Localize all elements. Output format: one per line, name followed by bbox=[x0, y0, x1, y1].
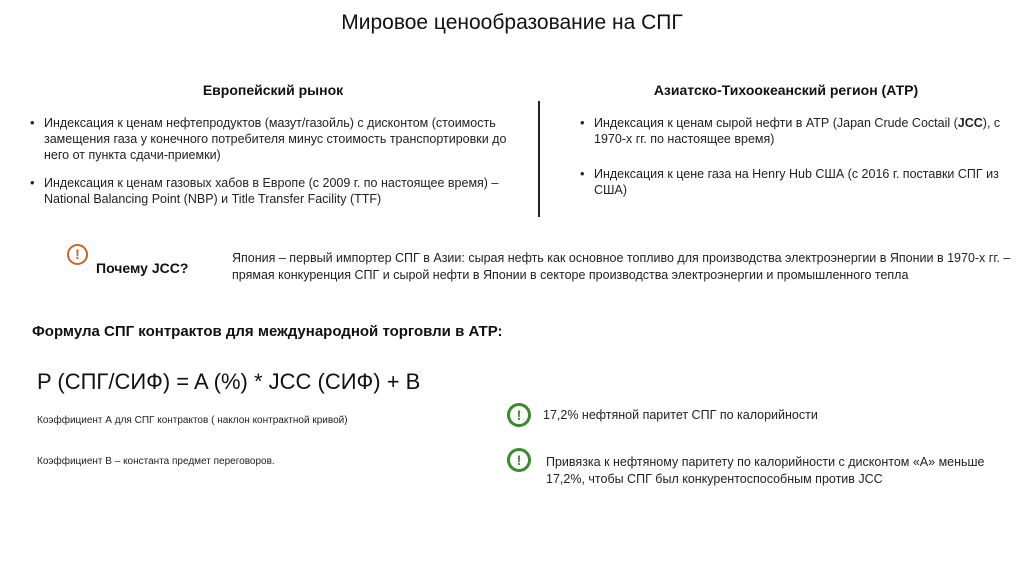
list-item-text: ), с 1970-х гг. по настоящее время) bbox=[594, 116, 1001, 146]
asia-pacific-list bbox=[580, 115, 1005, 217]
pricing-formula: P (СПГ/СИФ) = A (%) * JCC (СИФ) + B bbox=[37, 369, 421, 394]
list-item: • Индексация к ценам газовых хабов в Европе (с 2009 г. по настоящее время) – National Balancing Point (NBP) и Title Transfer Facility (TTF) bbox=[30, 175, 510, 207]
coefficient-b-note: Коэффициент В – константа предмет переговоров. bbox=[37, 456, 275, 467]
list-item bbox=[580, 115, 1005, 147]
asia-pacific-heading: Азиатско-Тихоокеанский регион (АТР) bbox=[653, 82, 919, 98]
why-jcc-label: Почему JCC? bbox=[96, 260, 189, 276]
list-item: • Индексация к цене газа на Henry Hub США (с 2016 г. поставки СПГ из США) bbox=[580, 166, 1005, 198]
page-title: Мировое ценообразование на СПГ bbox=[341, 11, 683, 34]
coefficient-a-note: Коэффициент А для СПГ контрактов ( наклон контрактной кривой) bbox=[37, 415, 348, 426]
discount-point: Привязка к нефтяному паритету по калорийности с дисконтом «А» меньше 17,2%, чтобы СПГ был конкурентоспособным против JCC bbox=[546, 455, 985, 486]
exclamation-circle-icon: ! bbox=[67, 244, 88, 265]
european-market-list bbox=[30, 115, 510, 219]
column-divider bbox=[538, 101, 540, 217]
formula-heading: Формула СПГ контрактов для международной торговли в АТР: bbox=[32, 323, 503, 340]
list-item-text: Индексация к ценам сырой нефти в АТР (Japan Crude Coctail ( bbox=[594, 116, 958, 130]
list-item: • Индексация к ценам нефтепродуктов (мазут/газойль) с дисконтом (стоимость замещения газа у конечного потребителя минус стоимость транспортировки до него от пункта сдачи-приемки) bbox=[30, 115, 510, 163]
exclamation-circle-green-icon: ! bbox=[507, 448, 531, 472]
jcc-bold: JCC bbox=[957, 116, 983, 130]
exclamation-circle-green-icon: ! bbox=[507, 403, 531, 427]
european-market-heading: Европейский рынок bbox=[202, 82, 344, 98]
why-jcc-text: Япония – первый импортер СПГ в Азии: сырая нефть как основное топливо для производства электроэнергии в Японии в 1970-х гг. – прямая конкуренция СПГ и сырой нефти в Японии в секторе производства электроэнергии и промышленного тепла bbox=[232, 251, 1011, 282]
parity-point: 17,2% нефтяной паритет СПГ по калорийности bbox=[543, 408, 818, 422]
